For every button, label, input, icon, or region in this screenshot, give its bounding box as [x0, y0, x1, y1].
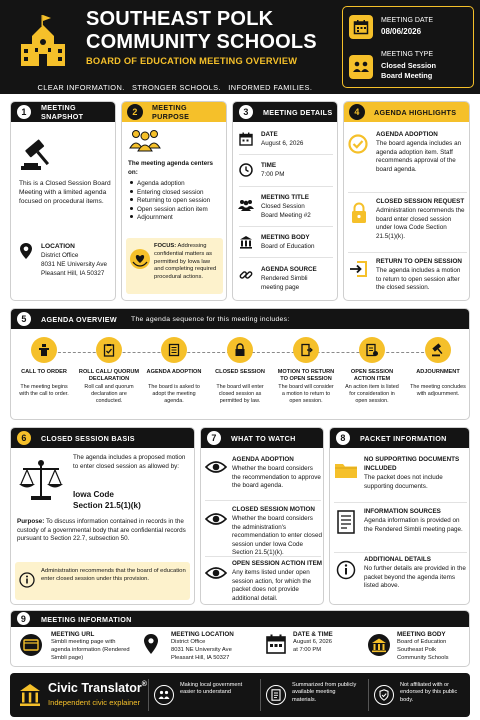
closed-session-basis-header: [11, 428, 194, 448]
packet-information-title: PACKET INFORMATION: [360, 433, 447, 443]
step-text: Roll call and quorum declaration are conducted.: [84, 384, 134, 405]
step-text: The meeting begins with the call to order.: [19, 384, 69, 398]
action-list-icon: [359, 337, 385, 363]
what-to-watch-title: WHAT TO WATCH: [231, 433, 296, 443]
page-title-line1: SOUTHEAST POLK: [86, 8, 274, 30]
meeting-body-value: Board of Education: [261, 243, 315, 250]
packet-title: INFORMATION SOURCES: [364, 508, 441, 515]
footer-badge: [266, 679, 366, 711]
agenda-overview-card: [10, 308, 470, 420]
document-icon: [336, 510, 356, 534]
agenda-overview-subtitle: The agenda sequence for this meeting includes:: [131, 315, 290, 323]
meeting-date-value: 08/06/2026: [381, 27, 422, 36]
meeting-purpose-header: [122, 102, 226, 122]
watch-text: Whether the board considers the recommendation to approve the board agenda.: [232, 465, 321, 489]
meeting-summary-box: [342, 6, 474, 88]
highlight-title: CLOSED SESSION REQUEST: [376, 198, 465, 205]
purpose-list: [130, 180, 226, 223]
packet-text: The packet does not include supporting documents.: [364, 474, 443, 490]
step-title: ROLL CALL/ QUORUM DECLARATION: [78, 369, 140, 382]
basis-purpose: [17, 518, 191, 544]
basis-purpose-text: To discuss information contained in records in the custody of a governmental body that are confidential records pursuant to Section 22.7, subsection 50.: [17, 518, 186, 542]
purpose-item: Open session action item: [130, 206, 226, 215]
tagline: [0, 74, 340, 101]
location-pin-icon: [19, 242, 33, 260]
timeline-steps: [11, 337, 470, 420]
info-body-label: MEETING BODY: [397, 631, 446, 638]
agenda-highlights-title: AGENDA HIGHLIGHTS: [374, 107, 457, 117]
meeting-date-label: MEETING DATE: [381, 17, 433, 24]
page-subtitle: BOARD OF EDUCATION MEETING OVERVIEW: [86, 56, 298, 66]
meeting-snapshot-text: This is a Closed Session Board Meeting with a limited agenda focused on procedural items.: [19, 180, 111, 205]
location-line3: Pleasant Hill, IA 50327: [41, 270, 105, 277]
meeting-details-title: MEETING DETAILS: [263, 107, 333, 117]
footer-brand-mark: ®: [141, 681, 147, 688]
meeting-snapshot-card: [10, 101, 116, 301]
watch-title: OPEN SESSION ACTION ITEM: [232, 560, 323, 567]
purpose-item: Adjournment: [130, 214, 226, 223]
eye-icon: [205, 460, 227, 474]
recommendation-note-text: Administration recommends that the board of education enter closed session under this provision.: [41, 568, 186, 582]
footer-badge-text: Not affiliated with or endorsed by this public body.: [400, 682, 458, 703]
info-url-text: Simbli meeting page with agenda information (Rendered Simbli page): [51, 639, 130, 661]
closed-session-basis-title: CLOSED SESSION BASIS: [41, 433, 135, 443]
timeline-step: [209, 337, 271, 405]
basis-code-line1: Iowa Code: [73, 490, 114, 499]
calendar-icon: [349, 15, 373, 39]
door-exit-icon: [293, 337, 319, 363]
step-title: ADJOURNMENT: [416, 369, 460, 375]
agenda-highlights-header: [344, 102, 469, 122]
location-pin-icon: [143, 633, 159, 655]
info-datetime-label: DATE & TIME: [293, 631, 333, 638]
section-number: 3: [238, 104, 254, 120]
step-text: An action item is listed for consideration in open session.: [345, 384, 399, 405]
closed-session-basis-card: [10, 427, 195, 605]
scales-of-justice-icon: [17, 458, 65, 504]
step-text: The board is asked to adopt the meeting agenda.: [148, 384, 200, 405]
shield-check-icon: [374, 685, 394, 705]
check-circle-icon: [348, 134, 368, 154]
step-title: OPEN SESSION ACTION ITEM: [350, 369, 394, 382]
location-line1: District Office: [41, 252, 79, 259]
info-location-label: MEETING LOCATION: [171, 631, 234, 638]
meeting-title-value-line2: Board Meeting #2: [261, 212, 311, 219]
info-body-line3: Community Schools: [397, 655, 449, 661]
info-icon: [336, 560, 356, 580]
what-to-watch-header: [201, 428, 323, 448]
info-location-line2: 8031 NE University Ave: [171, 647, 232, 653]
meeting-type-value-line1: Closed Session: [381, 61, 437, 70]
watch-item: [201, 558, 324, 604]
section-number: 2: [127, 104, 143, 120]
folder-icon: [334, 460, 358, 480]
people-icon: [154, 685, 174, 705]
calendar-icon: [239, 132, 253, 146]
focus-text: Addressing confidential matters as permitted by Iowa law and completing required procedural actions.: [154, 243, 217, 281]
step-title: CALL TO ORDER: [21, 369, 67, 375]
section-number: 6: [16, 430, 32, 446]
meeting-details-header: [233, 102, 337, 122]
podium-icon: [31, 337, 57, 363]
document-icon: [266, 685, 286, 705]
info-datetime-line1: August 6, 2026: [293, 639, 332, 645]
watch-item: [201, 502, 324, 556]
packet-information-header: [330, 428, 469, 448]
group-people-icon: [128, 128, 162, 152]
meeting-type-value-line2: Board Meeting: [381, 71, 433, 80]
what-to-watch-card: [200, 427, 324, 605]
recommendation-note: [15, 562, 190, 600]
clipboard-check-icon: [96, 337, 122, 363]
watch-item: [201, 452, 324, 500]
footer-badge: [374, 679, 468, 711]
timeline-step: [13, 337, 75, 398]
footer-badge-text: Making local government easier to understand: [180, 682, 243, 696]
packet-title: ADDITIONAL DETAILS: [364, 556, 431, 563]
watch-text: Any items listed under open session action, for which the packet does not provide additional detail.: [232, 569, 312, 602]
purpose-intro: The meeting agenda centers on:: [128, 160, 214, 176]
building-icon: [239, 235, 253, 249]
link-icon: [239, 268, 253, 282]
info-datetime-line2: at 7:00 PM: [293, 647, 322, 653]
packet-text: Agenda information is provided on the Rendered Simbli meeting page.: [364, 517, 463, 533]
checklist-icon: [161, 337, 187, 363]
meeting-title-value-line1: Closed Session: [261, 203, 305, 210]
info-location-line3: Pleasant Hill, IA 50327: [171, 655, 230, 661]
purpose-item: Agenda adoption: [130, 180, 226, 189]
agenda-highlights-card: [343, 101, 470, 301]
timeline-step: [407, 337, 469, 398]
section-number: 1: [16, 104, 32, 120]
meeting-details-card: [232, 101, 338, 301]
section-number: 5: [16, 311, 32, 327]
section-number: 4: [349, 104, 365, 120]
meeting-type-label: MEETING TYPE: [381, 51, 433, 58]
info-icon: [19, 572, 35, 588]
calendar-icon: [265, 633, 287, 655]
info-location-line1: District Office: [171, 639, 206, 645]
highlight-item: [344, 126, 470, 186]
step-text: The board will enter closed session as permitted by law.: [216, 384, 264, 405]
location-line2: 8031 NE University Ave: [41, 261, 108, 268]
packet-information-card: [329, 427, 470, 605]
timeline-step: [78, 337, 140, 405]
people-icon: [349, 55, 373, 79]
padlock-icon: [350, 202, 368, 224]
gavel-icon: [19, 136, 59, 172]
step-text: The board will consider a motion to return to open session.: [278, 384, 334, 405]
meeting-body-label: MEETING BODY: [261, 234, 310, 241]
highlight-title: RETURN TO OPEN SESSION: [376, 258, 462, 265]
footer-brand: [48, 681, 147, 695]
meeting-information-header: [11, 611, 469, 627]
agenda-source-value-line1: Rendered Simbli: [261, 275, 308, 282]
footer-badge-text: Summarized from publicly available meeting materials.: [292, 682, 357, 703]
enter-door-icon: [349, 260, 369, 278]
page-header: [0, 0, 480, 94]
url-icon: [19, 633, 43, 657]
civic-building-logo-icon: [18, 682, 42, 708]
people-icon: [238, 198, 254, 210]
step-title: MOTION TO RETURN TO OPEN SESSION: [277, 369, 335, 382]
footer-brand-text: Civic Translator: [48, 681, 142, 695]
focus-label: FOCUS:: [154, 243, 177, 249]
basis-code-line2: Section 21.5(1)(k): [73, 501, 141, 510]
highlight-item: [344, 254, 470, 300]
page-footer: [10, 673, 470, 717]
footer-badge: [154, 679, 258, 711]
section-number: 8: [335, 430, 351, 446]
step-title: AGENDA ADOPTION: [146, 369, 202, 375]
packet-text: No further details are provided in the packet beyond the agenda items listed above.: [364, 565, 466, 589]
step-title: CLOSED SESSION: [215, 369, 265, 375]
timeline-step: [275, 337, 337, 405]
watch-title: CLOSED SESSION MOTION: [232, 506, 315, 513]
eye-icon: [205, 512, 227, 526]
location-label: LOCATION: [41, 243, 75, 250]
info-url-label: MEETING URL: [51, 631, 95, 638]
packet-title: NO SUPPORTING DOCUMENTS INCLUDED: [364, 456, 460, 472]
meeting-information-card: [10, 610, 470, 667]
agenda-source-value-line2: meeting page: [261, 284, 300, 291]
agenda-source-label: AGENDA SOURCE: [261, 266, 317, 273]
meeting-information-title: MEETING INFORMATION: [41, 614, 132, 624]
packet-item: [330, 452, 470, 502]
timeline-step: [143, 337, 205, 405]
tagline-text: CLEAR INFORMATION. STRONGER SCHOOLS. INFORMED FAMILIES.: [37, 83, 313, 92]
section-number: 7: [206, 430, 222, 446]
focus-box: [126, 238, 223, 294]
building-icon: [367, 633, 391, 657]
school-building-icon: [18, 14, 68, 68]
page-title-line2: COMMUNITY SCHOOLS: [86, 31, 317, 53]
footer-brand-sub: Independent civic explainer: [48, 698, 141, 707]
highlight-text: The board agenda includes an agenda adoption item. Staff recommends approval of the board agenda.: [376, 140, 462, 173]
meeting-snapshot-title: MEETING SNAPSHOT: [41, 103, 84, 121]
meeting-purpose-card: [121, 101, 227, 301]
info-body-line2: Southeast Polk: [397, 647, 436, 653]
date-value: August 6, 2026: [261, 140, 304, 147]
highlight-text: Administration recommends the board enter closed session under Iowa Code Section 21.5(1)(k).: [376, 207, 465, 240]
focus-text-block: [154, 243, 220, 282]
gavel-icon: [425, 337, 451, 363]
meeting-snapshot-header: [11, 102, 115, 122]
heart-hands-icon: [129, 248, 151, 270]
timeline-step: [341, 337, 403, 405]
step-text: The meeting concludes with adjournment.: [410, 384, 466, 398]
watch-text: Whether the board considers the administration's recommendation to enter closed session under Iowa Code Section 21.5(1)(k).: [232, 515, 322, 556]
purpose-item: Returning to open session: [130, 197, 226, 206]
time-value: 7:00 PM: [261, 171, 285, 178]
packet-item: [330, 504, 470, 552]
highlight-text: The agenda includes a motion to return to open session after the closed session.: [376, 267, 461, 291]
padlock-icon: [227, 337, 253, 363]
watch-title: AGENDA ADOPTION: [232, 456, 294, 463]
purpose-item: Entering closed session: [130, 189, 226, 198]
basis-intro: The agenda includes a proposed motion to enter closed session as allowed by:: [73, 454, 186, 470]
meeting-purpose-title: MEETING PURPOSE: [152, 103, 190, 121]
section-number: 9: [16, 611, 31, 626]
clock-icon: [239, 163, 253, 177]
agenda-overview-title: AGENDA OVERVIEW: [41, 314, 117, 324]
highlight-title: AGENDA ADOPTION: [376, 131, 438, 138]
meeting-title-label: MEETING TITLE: [261, 194, 309, 201]
agenda-overview-header: [11, 309, 469, 329]
date-label: DATE: [261, 131, 278, 138]
info-body-line1: Board of Education: [397, 639, 447, 645]
eye-icon: [205, 566, 227, 580]
basis-purpose-label: Purpose:: [17, 518, 45, 525]
highlight-item: [344, 194, 470, 248]
packet-item: [330, 554, 470, 604]
time-label: TIME: [261, 162, 277, 169]
